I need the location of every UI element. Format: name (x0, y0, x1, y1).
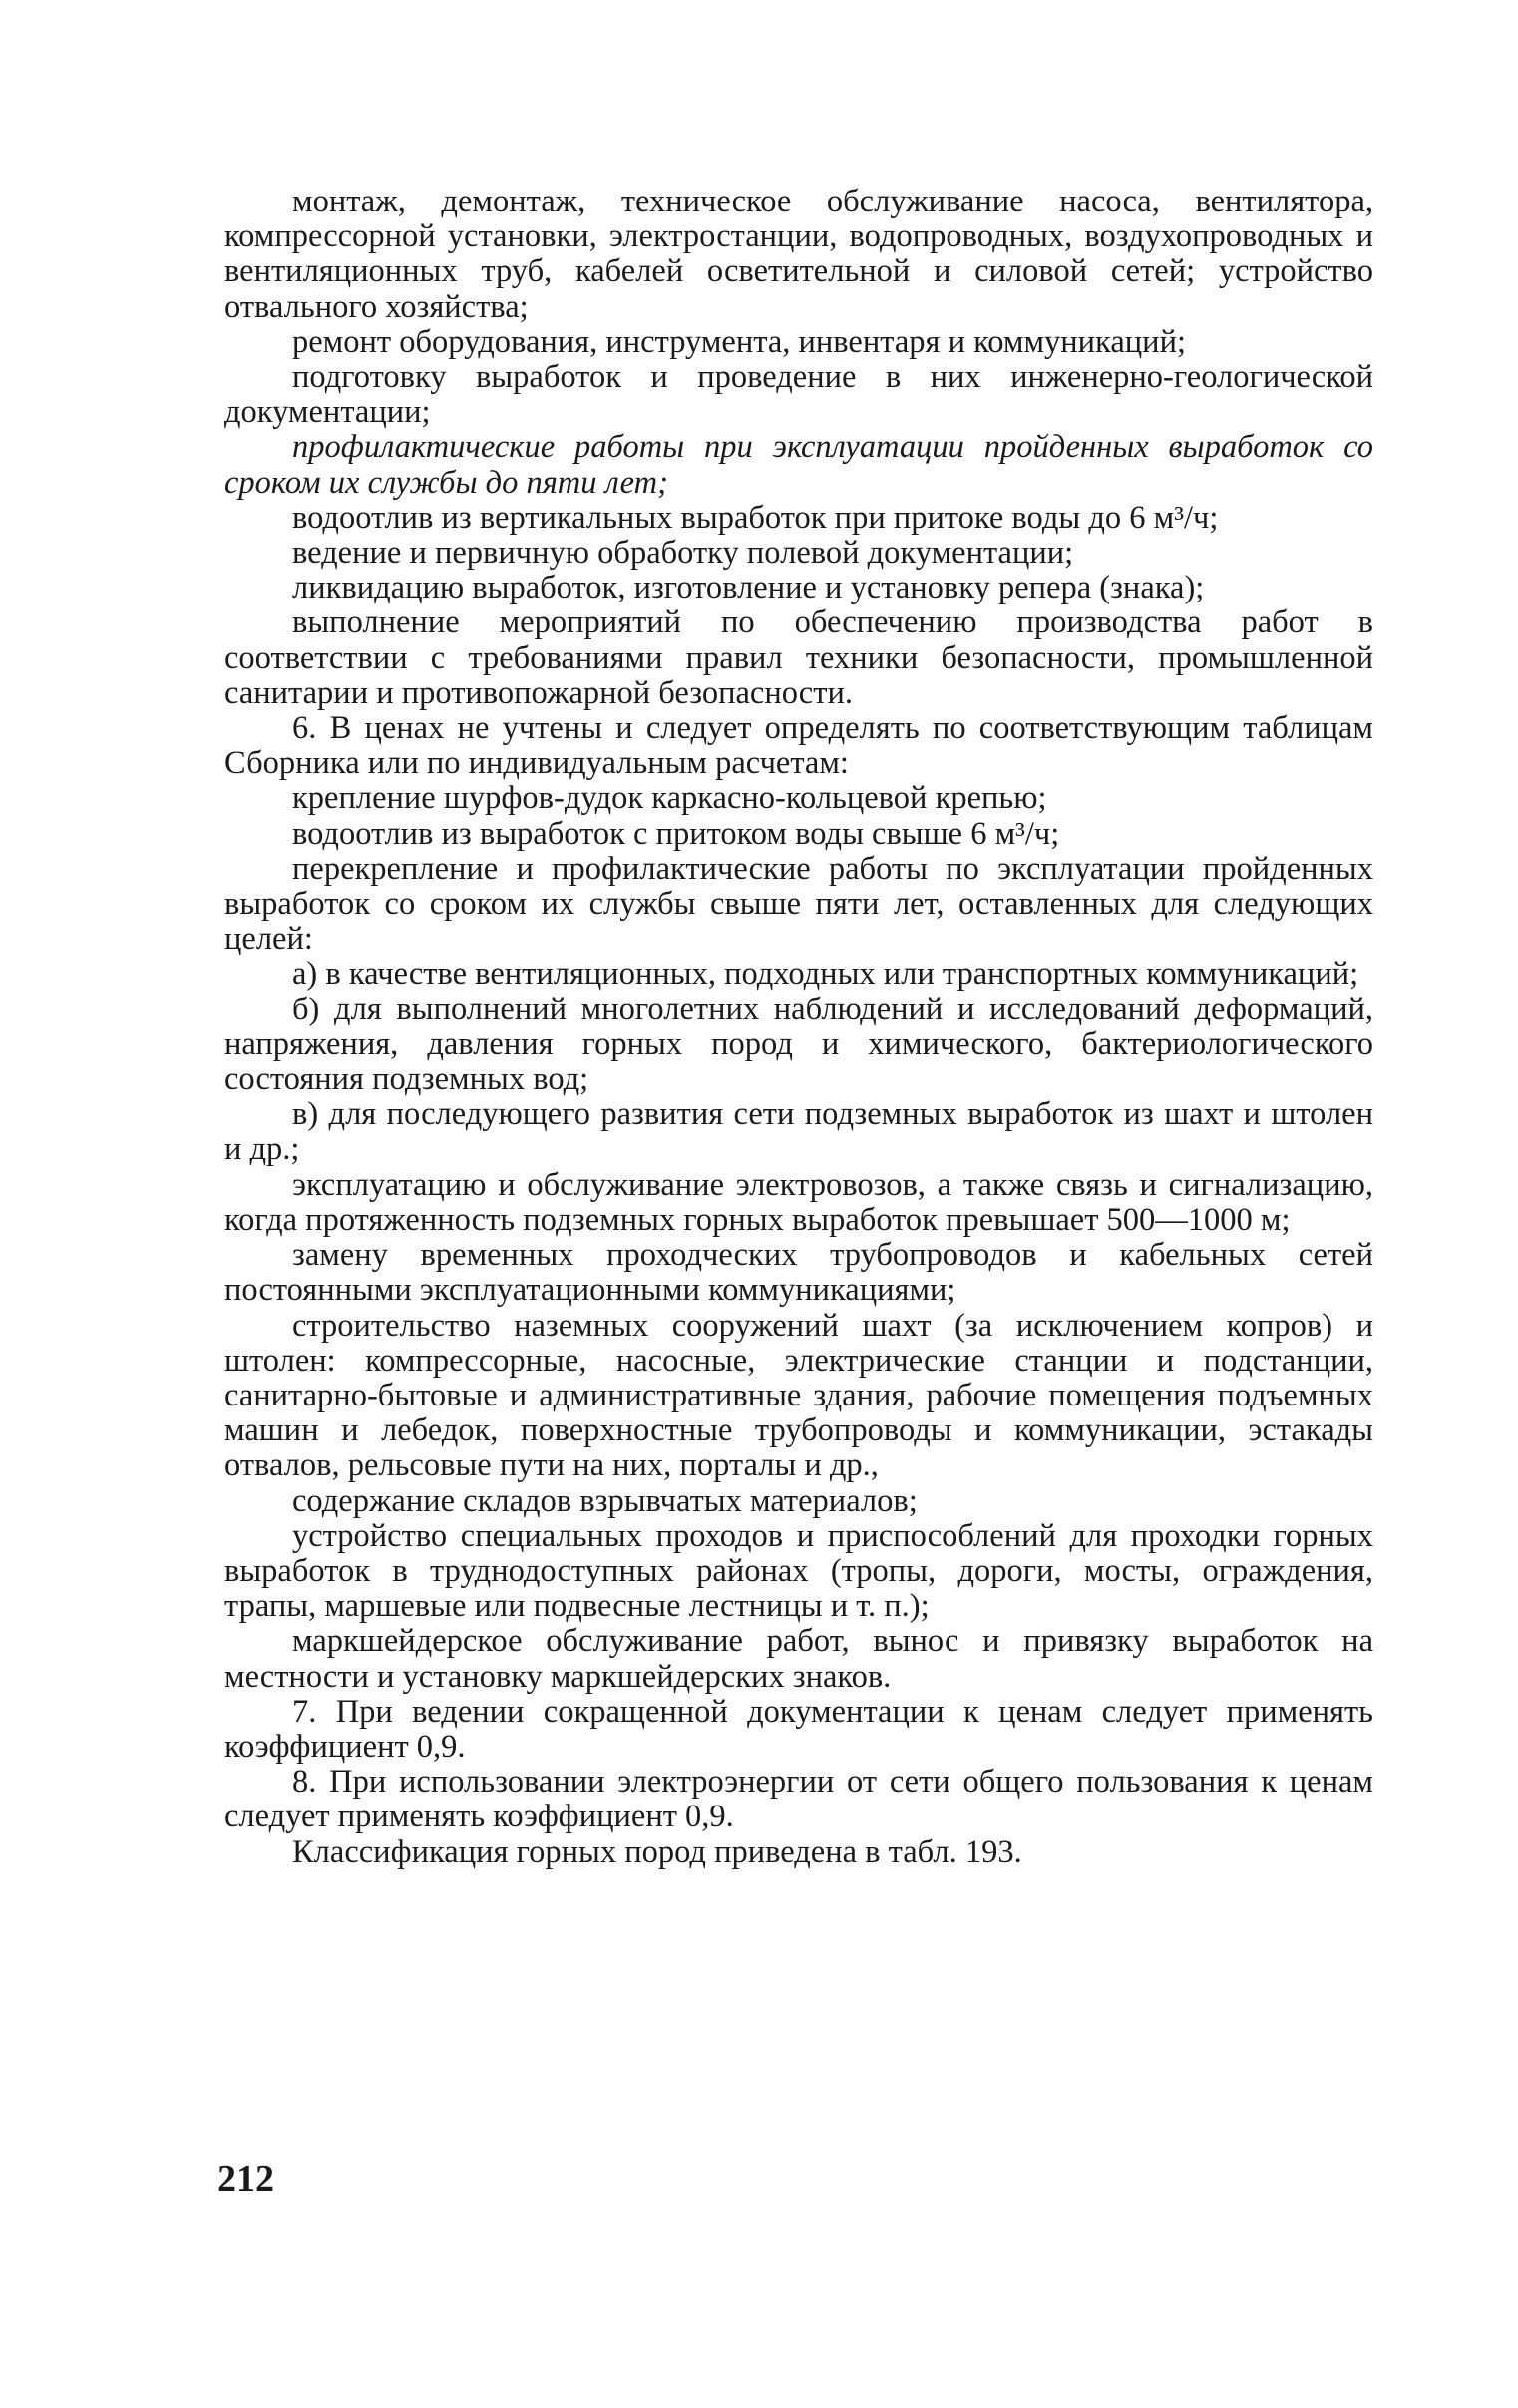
paragraph: водоотлив из выработок с притоком воды свыше 6 м³/ч; (292, 815, 1060, 852)
paragraph: выполнение мероприятий по обеспечению производства работ в соответствии с требованиями правил техники безопасности, промышленной санитарии и противопожарной безопасности. (224, 604, 1373, 711)
paragraph: содержание складов взрывчатых материалов; (292, 1482, 918, 1519)
paragraph: замену временных проходческих трубопроводов и кабельных сетей постоянными эксплуатационными коммуникациями; (224, 1237, 1373, 1309)
paragraph: водоотлив из вертикальных выработок при притоке воды до 6 м³/ч; (292, 499, 1219, 536)
paragraph: Классификация горных пород приведена в табл. 193. (292, 1833, 1022, 1870)
paragraph: маркшейдерское обслуживание работ, вынос и привязку выработок на местности и установку маркшейдерских знаков. (224, 1623, 1373, 1695)
paragraph: перекрепление и профилактические работы по эксплуатации пройденных выработок со сроком их службы свыше пяти лет, оставленных для следующих целей: (224, 850, 1373, 958)
body-text (224, 185, 1373, 1870)
paragraph: строительство наземных сооружений шахт (за исключением копров) и штолен: компрессорные, насосные, электрические станции и подстанции, санитарно-бытовые и административные здания, рабочие помещения подъемных машин и лебедок, поверхностные трубопроводы и коммуникации, эстакады отвалов, рельсовые пути на них, порталы и др., (224, 1307, 1373, 1484)
paragraph: ремонт оборудования, инструмента, инвентаря и коммуникаций; (292, 323, 1186, 360)
paragraph: крепление шурфов-дудок каркасно-кольцевой крепью; (292, 780, 1047, 817)
paragraph: а) в качестве вентиляционных, подходных или транспортных коммуникаций; (292, 956, 1359, 993)
paragraph: устройство специальных проходов и приспособлений для проходки горных выработок в труднодоступных районах (тропы, дороги, мосты, ограждения, трапы, маршевые или подвесные лестницы и т. п.); (224, 1517, 1373, 1625)
paragraph: эксплуатацию и обслуживание электровозов, а также связь и сигнализацию, когда протяженность подземных горных выработок превышает 500—1000 м; (224, 1166, 1373, 1238)
paragraph: монтаж, демонтаж, техническое обслуживание насоса, вентилятора, компрессорной установки, электростанции, водопроводных, воздухопроводных и вентиляционных труб, кабелей осветительной и силовой сетей; устройство отвального хозяйства; (224, 184, 1373, 325)
paragraph: ликвидацию выработок, изготовление и установку репера (знака); (292, 570, 1205, 606)
paragraph: 8. При использовании электроэнергии от сети общего пользования к ценам следует применять коэффициент 0,9. (224, 1764, 1373, 1835)
paragraph: профилактические работы при эксплуатации пройденных выработок со сроком их службы до пяти лет; (224, 429, 1373, 501)
paragraph: 6. В ценах не учтены и следует определять по соответствующим таблицам Сборника или по индивидуальным расчетам: (224, 710, 1373, 782)
paragraph: в) для последующего развития сети подземных выработок из шахт и штолен и др.; (224, 1096, 1373, 1168)
paragraph: подготовку выработок и проведение в них инженерно-геологической документации; (224, 359, 1373, 431)
paragraph: б) для выполнений многолетних наблюдений и исследований деформаций, напряжения, давления горных пород и химического, бактериологического состояния подземных вод; (224, 991, 1373, 1098)
page-number: 212 (217, 2158, 274, 2200)
paragraph: ведение и первичную обработку полевой документации; (292, 535, 1074, 572)
paragraph: 7. При ведении сокращенной документации к ценам следует применять коэффициент 0,9. (224, 1693, 1373, 1765)
